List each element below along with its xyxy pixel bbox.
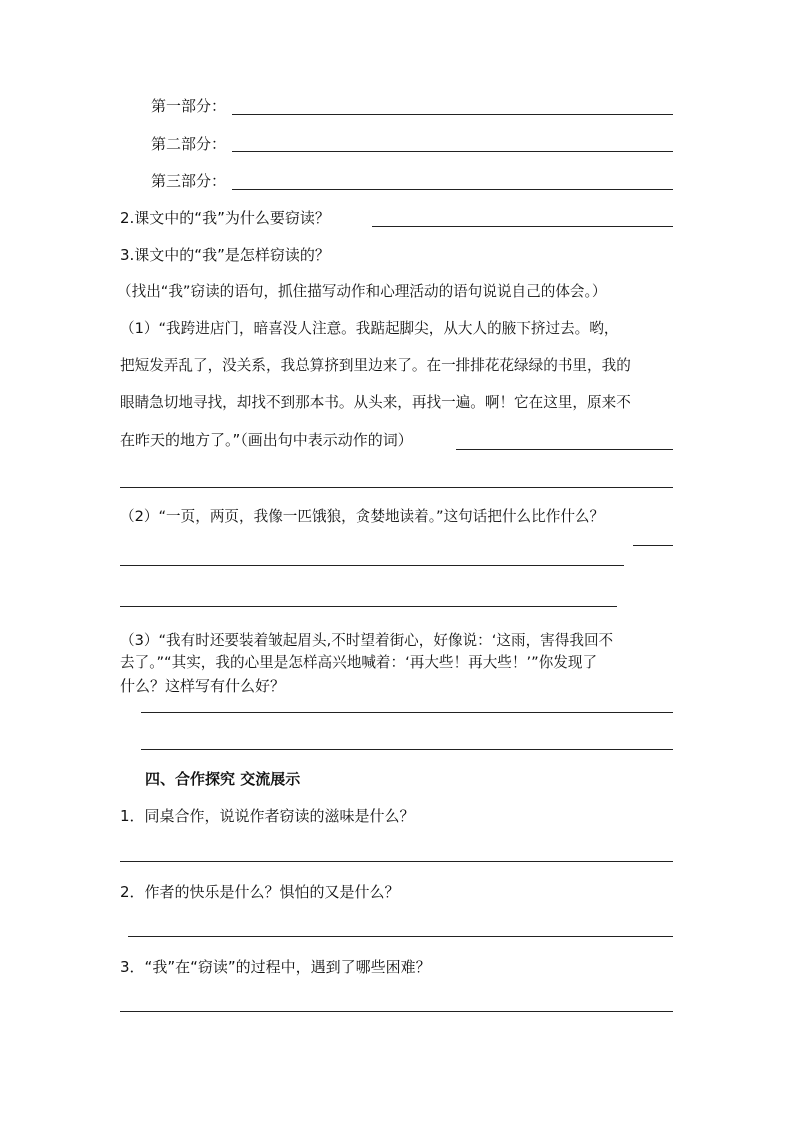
section-4-question-3-answer-line[interactable] xyxy=(120,1011,673,1012)
section-4-question-2: 2．作者的快乐是什么？惧怕的又是什么？ xyxy=(120,883,400,901)
sub-question-1-line-1: （1）“我跨进店门，暗喜没人注意。我踮起脚尖，从大人的腋下挤过去。哟， xyxy=(120,320,619,337)
sub-question-2-answer-line-1[interactable] xyxy=(633,545,673,546)
sub-question-1-line-2: 把短发弄乱了，没关系，我总算挤到里边来了。在一排排花花绿绿的书里，我的 xyxy=(120,357,631,374)
section-4-heading: 四、合作探究 交流展示 xyxy=(145,770,301,788)
sub-question-3-answer-line-1[interactable] xyxy=(141,712,673,713)
part2-label: 第二部分： xyxy=(151,135,227,153)
question-3: 3.课文中的“我”是怎样窃读的？ xyxy=(120,246,330,264)
sub-question-2-answer-line-3[interactable] xyxy=(120,606,617,607)
section-4-question-3: 3．“我”在“窃读”的过程中，遇到了哪些困难？ xyxy=(120,958,431,976)
part1-answer-line[interactable] xyxy=(232,114,673,115)
sub-question-3-line-1: （3）“我有时还要装着皱起眉头,不时望着街心，好像说：‘这雨，害得我回不 xyxy=(120,632,614,649)
section-4-question-1-answer-line[interactable] xyxy=(120,861,673,862)
sub-question-3-line-3: 什么？这样写有什么好？ xyxy=(120,677,286,695)
section-4-question-1: 1．同桌合作，说说作者窃读的滋味是什么？ xyxy=(120,807,415,825)
part2-answer-line[interactable] xyxy=(232,151,673,152)
sub-question-3-line-2: 去了。”“其实，我的心里是怎样高兴地喊着：‘再大些！再大些！’”你发现了 xyxy=(120,654,598,671)
question-3-instruction: （找出“我”窃读的语句，抓住描写动作和心理活动的语句说说自己的体会。） xyxy=(117,283,607,300)
sub-question-2-line-1: （2）“一页，两页，我像一匹饿狼，贪婪地读着。”这句话把什么比作什么？ xyxy=(120,508,605,525)
question-2: 2.课文中的“我”为什么要窃读？ xyxy=(120,209,330,227)
sub-question-1-answer-line-2[interactable] xyxy=(120,487,673,488)
part3-label: 第三部分： xyxy=(151,172,227,190)
sub-question-2-answer-line-2[interactable] xyxy=(120,565,624,566)
sub-question-1-line-3: 眼睛急切地寻找，却找不到那本书。从头来，再找一遍。啊！它在这里，原来不 xyxy=(120,394,631,411)
part3-answer-line[interactable] xyxy=(232,189,673,190)
sub-question-1-line-4: 在昨天的地方了。”（画出句中表示动作的词） xyxy=(120,431,413,449)
question-2-answer-line[interactable] xyxy=(372,226,673,227)
sub-question-1-answer-line-1[interactable] xyxy=(456,449,673,450)
part1-label: 第一部分： xyxy=(151,97,227,115)
section-4-question-2-answer-line[interactable] xyxy=(128,936,673,937)
sub-question-3-answer-line-2[interactable] xyxy=(141,749,673,750)
